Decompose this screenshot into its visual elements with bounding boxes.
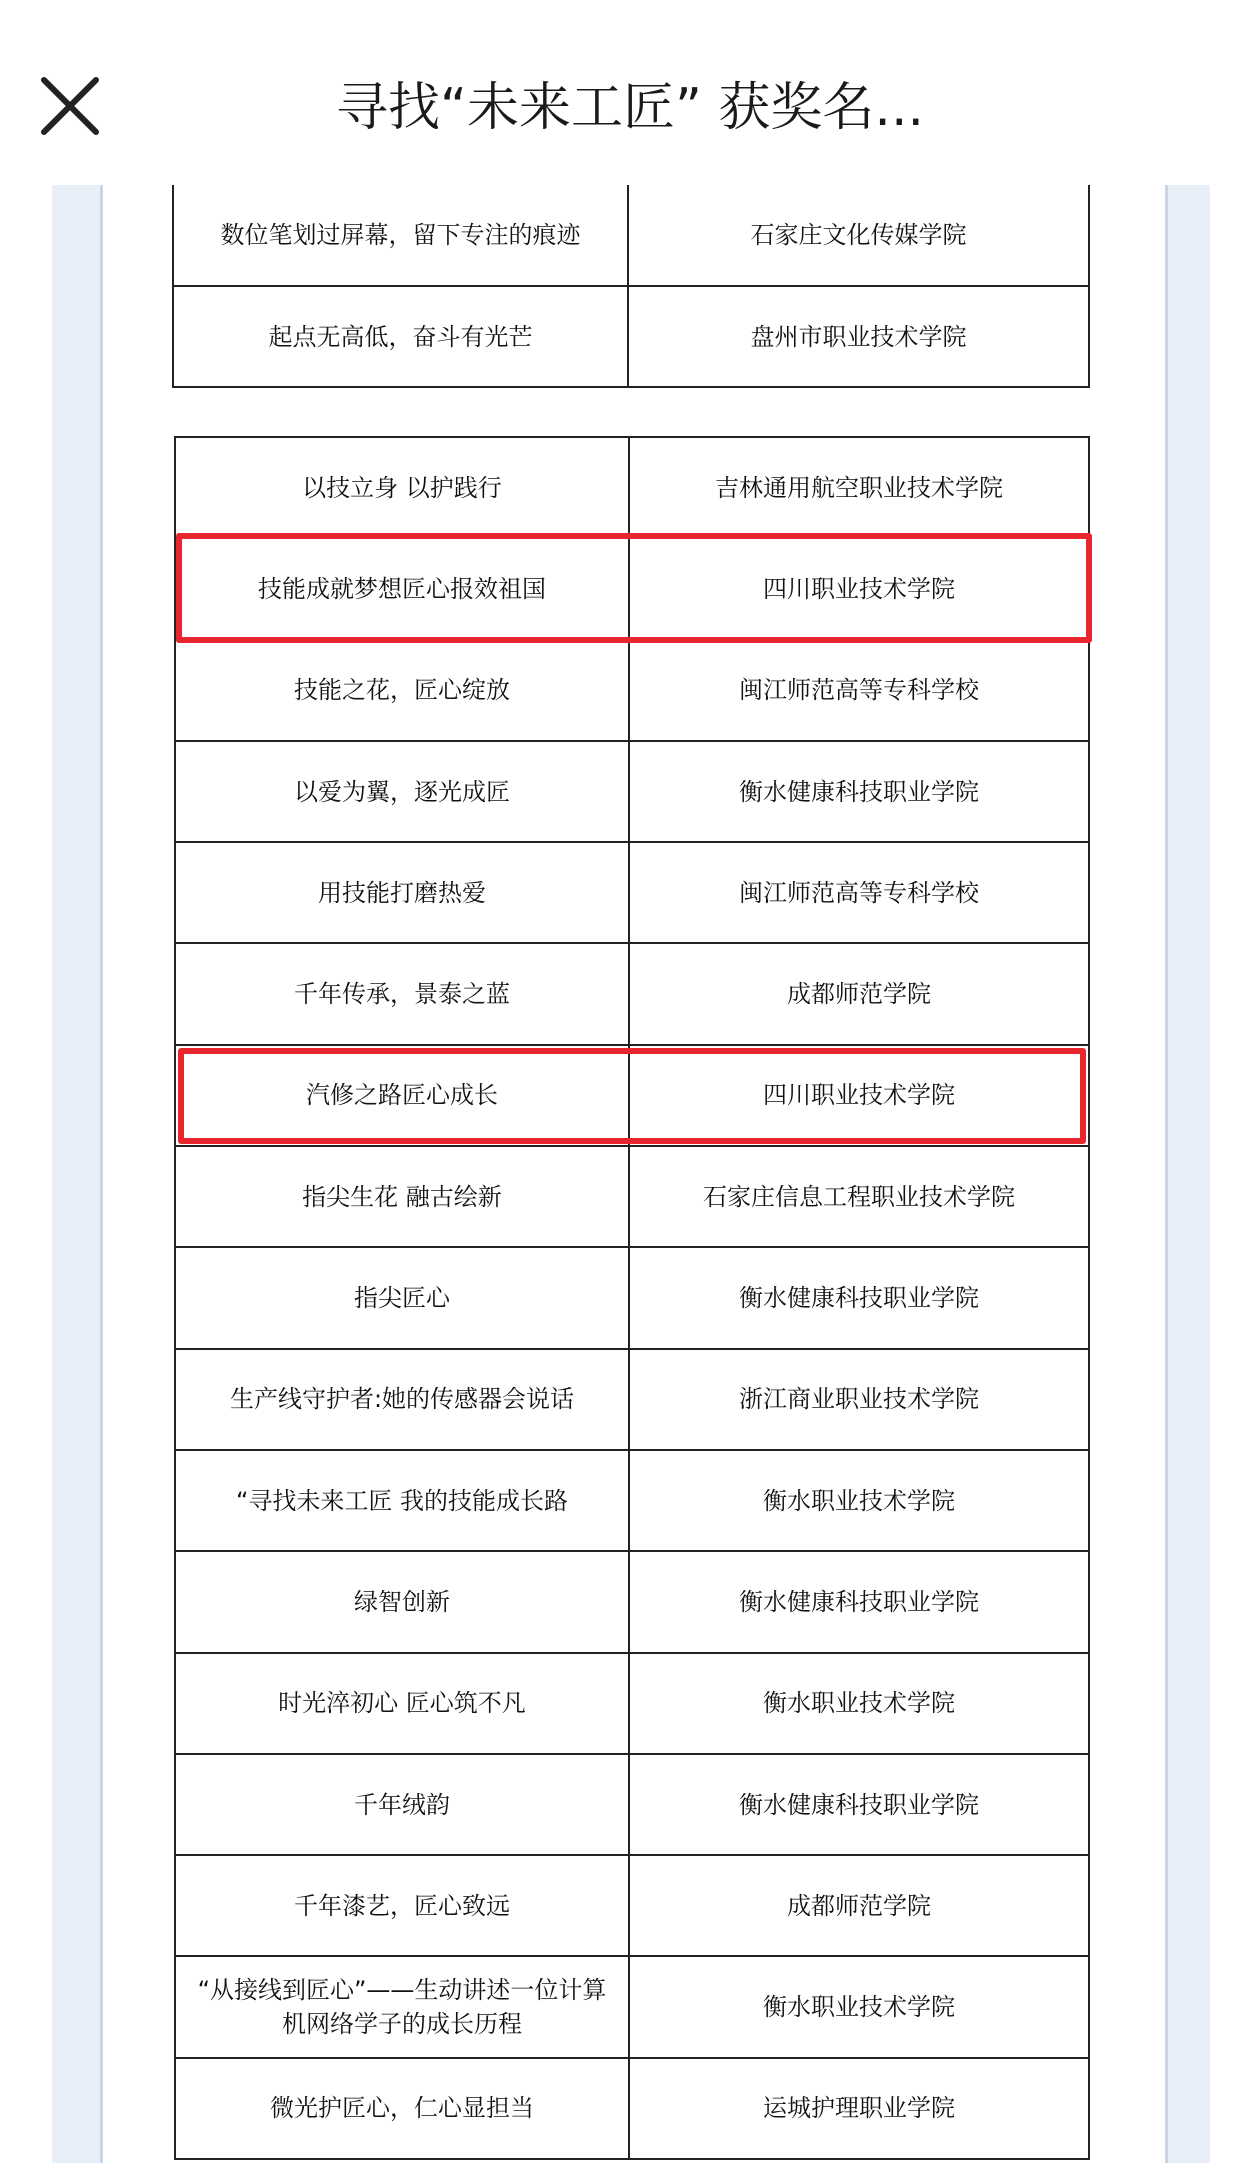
table-row: [175, 1450, 1089, 1551]
school-cell: 盘州市职业技术学院: [628, 286, 1089, 387]
close-icon: [34, 70, 106, 142]
work-title-cell: 技能之花，匠心绽放: [175, 640, 629, 741]
table-row: [175, 1349, 1089, 1450]
work-title-cell: 以技立身 以护践行: [175, 437, 629, 538]
awards-table-main: [174, 436, 1090, 2160]
close-button[interactable]: [34, 70, 106, 142]
school-cell: 衡水职业技术学院: [629, 1956, 1089, 2057]
school-cell: 闽江师范高等专科学校: [629, 842, 1089, 943]
work-title-cell: 指尖匠心: [175, 1247, 629, 1348]
school-cell: 成都师范学院: [629, 943, 1089, 1044]
work-title-cell: 千年传承，景泰之蓝: [175, 943, 629, 1044]
school-cell: 运城护理职业学院: [629, 2058, 1089, 2159]
top-bar: [0, 0, 1260, 185]
work-title-cell: 绿智创新: [175, 1551, 629, 1652]
table-row: [175, 1247, 1089, 1348]
table-row: [175, 943, 1089, 1044]
work-title-cell: 微光护匠心，仁心显担当: [175, 2058, 629, 2159]
table-row: [175, 437, 1089, 538]
school-cell: 衡水健康科技职业学院: [629, 1247, 1089, 1348]
table-row: [175, 640, 1089, 741]
table-row: [175, 842, 1089, 943]
school-cell: 四川职业技术学院: [629, 1045, 1089, 1146]
school-cell: 石家庄信息工程职业技术学院: [629, 1146, 1089, 1247]
school-cell: 石家庄文化传媒学院: [628, 185, 1089, 286]
work-title-cell: 以爱为翼，逐光成匠: [175, 741, 629, 842]
work-title-cell: “寻找未来工匠 我的技能成长路: [175, 1450, 629, 1551]
table-row: [175, 1956, 1089, 2057]
school-cell: 成都师范学院: [629, 1855, 1089, 1956]
work-title-cell: “从接线到匠心”——生动讲述一位计算机网络学子的成长历程: [175, 1956, 629, 2057]
school-cell: 衡水职业技术学院: [629, 1450, 1089, 1551]
work-title-cell: 技能成就梦想匠心报效祖国: [175, 538, 629, 639]
school-cell: 衡水健康科技职业学院: [629, 741, 1089, 842]
work-title-cell: 生产线守护者:她的传感器会说话: [175, 1349, 629, 1450]
work-title-cell: 起点无高低，奋斗有光芒: [173, 286, 628, 387]
work-title-cell: 指尖生花 融古绘新: [175, 1146, 629, 1247]
table-row: [175, 1045, 1089, 1146]
school-cell: 闽江师范高等专科学校: [629, 640, 1089, 741]
school-cell: 衡水职业技术学院: [629, 1653, 1089, 1754]
table-row: [175, 1653, 1089, 1754]
work-title-cell: 数位笔划过屏幕，留下专注的痕迹: [173, 185, 628, 286]
work-title-cell: 千年漆艺，匠心致远: [175, 1855, 629, 1956]
awards-table-top: [172, 185, 1090, 388]
table-row: [175, 741, 1089, 842]
school-cell: 衡水健康科技职业学院: [629, 1754, 1089, 1855]
work-title-cell: 用技能打磨热爱: [175, 842, 629, 943]
school-cell: 吉林通用航空职业技术学院: [629, 437, 1089, 538]
page-title: 寻找“未来工匠” 获奖名...: [336, 78, 924, 138]
table-row: [175, 1754, 1089, 1855]
table-row: [175, 2058, 1089, 2159]
school-cell: 浙江商业职业技术学院: [629, 1349, 1089, 1450]
table-row: [175, 1551, 1089, 1652]
work-title-cell: 千年绒韵: [175, 1754, 629, 1855]
school-cell: 四川职业技术学院: [629, 538, 1089, 639]
table-row: [175, 1855, 1089, 1956]
work-title-cell: 汽修之路匠心成长: [175, 1045, 629, 1146]
table-row: [175, 1146, 1089, 1247]
table-row: [173, 286, 1089, 387]
work-title-cell: 时光淬初心 匠心筑不凡: [175, 1653, 629, 1754]
table-row: [175, 538, 1089, 639]
school-cell: 衡水健康科技职业学院: [629, 1551, 1089, 1652]
table-row: [173, 185, 1089, 286]
